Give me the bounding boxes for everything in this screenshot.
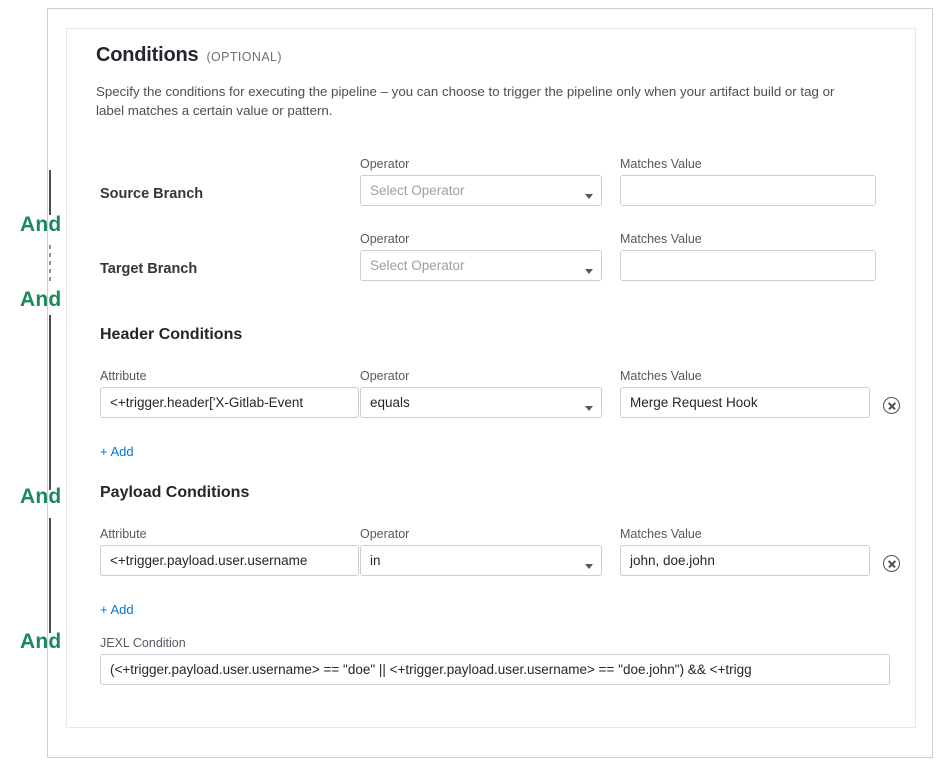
header-matches-group [620, 369, 870, 418]
payload-operator-select[interactable]: in [360, 545, 602, 576]
header-operator-label: Operator [360, 369, 410, 383]
connector-rail-main [49, 315, 51, 490]
conditions-content [96, 44, 896, 677]
source-branch-matches-group [620, 157, 876, 206]
and-connector-3: And [20, 485, 62, 508]
source-branch-operator-group [360, 157, 602, 206]
payload-matches-label: Matches Value [620, 527, 702, 541]
source-branch-matches-label: Matches Value [620, 157, 702, 171]
target-branch-matches-input[interactable] [620, 250, 876, 281]
header-remove-row-icon[interactable] [883, 397, 900, 414]
payload-attribute-input[interactable]: <+trigger.payload.user.username [100, 545, 359, 576]
jexl-label: JEXL Condition [100, 636, 186, 650]
payload-attribute-group [100, 527, 359, 576]
jexl-input[interactable]: (<+trigger.payload.user.username> == "doe" || <+trigger.payload.user.username> == "doe.john") && <+trigg [100, 654, 890, 685]
payload-add-link[interactable]: + Add [100, 602, 134, 617]
conditions-description: Specify the conditions for executing the pipeline – you can choose to trigger the pipeline only when your artifact build or tag or label matches a certain value or pattern. [96, 84, 835, 118]
target-branch-operator-select[interactable]: Select Operator [360, 250, 602, 281]
payload-remove-row-icon[interactable] [883, 555, 900, 572]
conditions-header [96, 44, 896, 67]
connector-rail-top [49, 170, 51, 215]
chevron-down-icon [585, 194, 593, 199]
source-branch-operator-select[interactable]: Select Operator [360, 175, 602, 206]
payload-conditions-title: Payload Conditions [100, 484, 250, 501]
chevron-down-icon [585, 564, 593, 569]
connector-rail-dashed [49, 245, 51, 285]
and-connector-1: And [20, 213, 62, 236]
connector-rail-lower [49, 518, 51, 633]
and-connector-2: And [20, 288, 62, 311]
header-attribute-group [100, 369, 359, 418]
chevron-down-icon [585, 269, 593, 274]
payload-operator-label: Operator [360, 527, 410, 541]
header-add-link[interactable]: + Add [100, 444, 134, 459]
payload-matches-group [620, 527, 870, 576]
target-branch-operator-label: Operator [360, 232, 410, 246]
header-operator-group [360, 369, 602, 418]
payload-operator-group [360, 527, 602, 576]
target-branch-row [96, 232, 896, 282]
chevron-down-icon [585, 406, 593, 411]
source-branch-row [96, 157, 896, 207]
source-branch-label: Source Branch [100, 186, 204, 202]
target-branch-label: Target Branch [100, 261, 198, 277]
page-title: Conditions [96, 44, 199, 66]
source-branch-matches-input[interactable] [620, 175, 876, 206]
header-operator-select[interactable]: equals [360, 387, 602, 418]
header-matches-label: Matches Value [620, 369, 702, 383]
and-connector-4: And [20, 630, 62, 653]
header-conditions-title: Header Conditions [100, 326, 243, 343]
optional-tag: (OPTIONAL) [206, 50, 282, 64]
header-attribute-input[interactable]: <+trigger.header['X-Gitlab-Event [100, 387, 359, 418]
target-branch-matches-group [620, 232, 876, 281]
header-attribute-label: Attribute [100, 369, 147, 383]
target-branch-operator-group [360, 232, 602, 281]
payload-attribute-label: Attribute [100, 527, 147, 541]
jexl-group [100, 636, 890, 685]
source-branch-operator-label: Operator [360, 157, 410, 171]
target-branch-matches-label: Matches Value [620, 232, 702, 246]
header-matches-input[interactable]: Merge Request Hook [620, 387, 870, 418]
payload-matches-input[interactable]: john, doe.john [620, 545, 870, 576]
